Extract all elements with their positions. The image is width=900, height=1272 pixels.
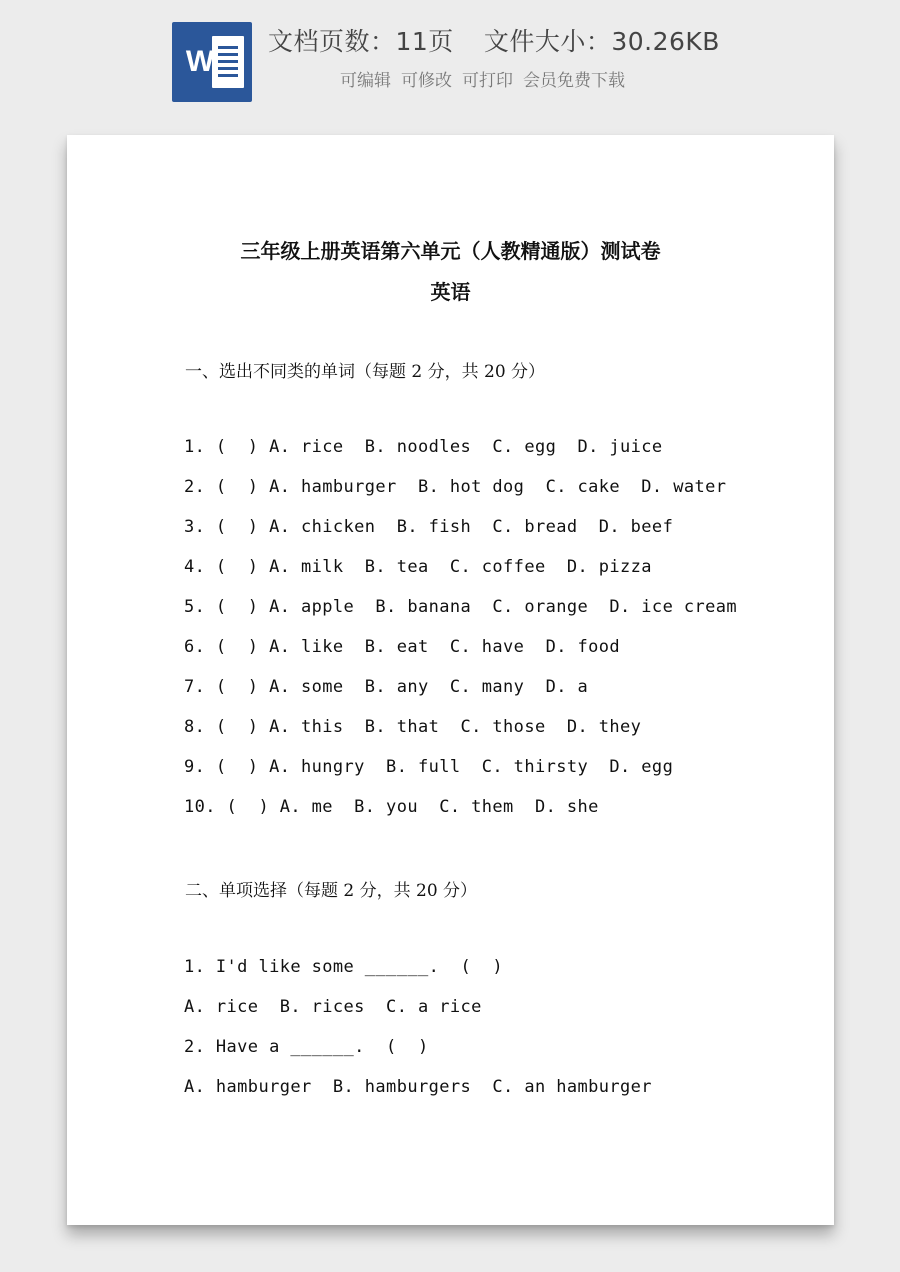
question-line: 5. ( ) A. apple B. banana C. orange D. ice cream <box>184 597 738 617</box>
w-letter-icon: W <box>185 45 215 78</box>
answer-options-line: A. hamburger B. hamburgers C. an hamburger <box>184 1077 652 1097</box>
feature-free-download: 会员免费下载 <box>523 71 625 91</box>
word-doc-icon <box>172 22 252 102</box>
file-size: 文件大小：30.26KB <box>483 27 720 56</box>
question-line: 8. ( ) A. this B. that C. those D. they <box>184 717 642 737</box>
question-line: 1. ( ) A. rice B. noodles C. egg D. juice <box>184 437 663 457</box>
question-line: 9. ( ) A. hungry B. full C. thirsty D. egg <box>184 757 674 777</box>
question-line: 10. ( ) A. me B. you C. them D. she <box>184 797 599 817</box>
question-line: 7. ( ) A. some B. any C. many D. a <box>184 677 589 697</box>
document-subject: 英语 <box>430 280 471 304</box>
answer-options-line: A. rice B. rices C. a rice <box>184 997 482 1017</box>
document-title: 三年级上册英语第六单元（人教精通版）测试卷 <box>240 239 661 263</box>
file-info <box>268 22 720 58</box>
question-line: 1. I'd like some ______. ( ) <box>184 957 504 977</box>
feature-modifiable: 可修改 <box>401 71 452 91</box>
section1-heading: 一、选出不同类的单词（每题 2 分，共 20 分） <box>185 362 546 382</box>
section2-heading: 二、单项选择（每题 2 分，共 20 分） <box>185 881 478 901</box>
question-line: 2. ( ) A. hamburger B. hot dog C. cake D. water <box>184 477 727 497</box>
page-count: 文档页数：11页 <box>268 27 454 56</box>
feature-printable: 可打印 <box>462 71 513 91</box>
feature-editable: 可编辑 <box>340 71 391 91</box>
feature-list <box>340 66 635 91</box>
question-line: 4. ( ) A. milk B. tea C. coffee D. pizza <box>184 557 652 577</box>
question-line: 2. Have a ______. ( ) <box>184 1037 429 1057</box>
document-page <box>67 135 834 1225</box>
download-header <box>0 0 900 120</box>
question-line: 3. ( ) A. chicken B. fish C. bread D. beef <box>184 517 674 537</box>
question-line: 6. ( ) A. like B. eat C. have D. food <box>184 637 621 657</box>
